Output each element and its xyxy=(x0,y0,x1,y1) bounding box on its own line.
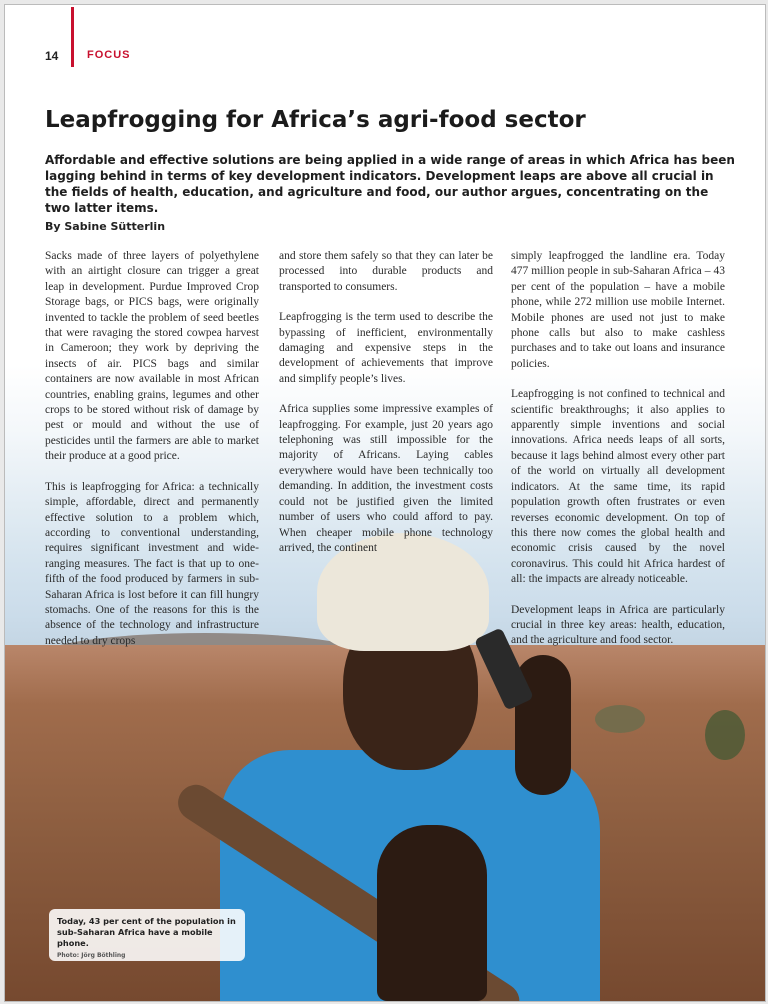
article-title: Leapfrogging for Africa’s agri-food sector xyxy=(45,107,586,133)
photo-caption-box xyxy=(49,909,245,961)
paragraph: This is leapfrogging for Africa: a technically simple, affordable, direct and permanently effective solution to a problem which, according to conventional understanding, requires significant investment and wide-ranging measures. The fact is that up to one-fifth of the food produced by farmers in sub-Saharan Africa is lost before it can fill hungry stomachs. One of the reasons for this is the absence of the technology and infrastructure needed to dry crops xyxy=(45,480,259,647)
paragraph: simply leapfrogged the landline era. Today 477 million people in sub-Saharan Africa – 43 per cent of the population – have a mobile phone, while 272 million use mobile Internet. Mobile phones are used not just to make phone calls but also to make cashless purchases and to take out loans and insurance policies. xyxy=(511,250,725,370)
paragraph: and store them safely so that they can later be processed into durable products and transported to consumers. xyxy=(279,250,493,293)
hand-on-hoe xyxy=(377,825,487,1001)
article-lead: Affordable and effective solutions are being applied in a wide range of areas in which Africa has been lagging behind in terms of key development indicators. Development leaps are above all crucial in the fields of health, education, and agriculture and food, our author argues, concentrating on the two latter items. xyxy=(45,153,735,215)
byline: By Sabine Sütterlin xyxy=(45,220,166,233)
paragraph: Development leaps in Africa are particularly crucial in three key areas: health, education, and the agriculture and food sector. xyxy=(511,603,725,647)
header-divider xyxy=(71,7,74,67)
photo-credit: Photo: Jörg Böthling xyxy=(57,952,126,959)
bush xyxy=(595,705,645,733)
photo-caption: Today, 43 per cent of the population in sub-Saharan Africa have a mobile phone. xyxy=(57,916,236,948)
tree xyxy=(705,710,745,760)
page-number: 14 xyxy=(45,49,59,63)
magazine-page xyxy=(4,4,766,1002)
paragraph: Leapfrogging is not confined to technical and scientific breakthroughs; it also applies to apparently simple inventions and social innovations. Africa needs leaps of all sorts, because it lags behind almost every other part of the world on virtually all development indicators. At the same time, its rapid population growth often frustrates or even reverses economic development. On top of this there now comes the global health and economic crisis caused by the novel coronavirus. This could hit Africa hardest of all: the impacts are already noticeable. xyxy=(511,388,725,586)
text-column-2 xyxy=(279,249,493,571)
text-column-1 xyxy=(45,249,259,664)
paragraph: Sacks made of three layers of polyethylene with an airtight closure can trigger a great leap in development. Purdue Improved Crop Storage bags, or PICS bags, were originally invented to tackle the problem of seed beetles that were ravaging the stored cowpea harvest in Cameroon; they work by depriving the insects of air. PICS bags and similar containers are now available in most African countries, enabling grains, legumes and other crops to be stored without risk of damage by pest or mould and without the use of pesticides until the farmers are able to market their produce at a good price. xyxy=(45,250,259,463)
text-column-3 xyxy=(511,249,725,664)
paragraph: Africa supplies some impressive examples of leapfrogging. For example, just 20 years ago telephoning was still impossible for the majority of Africans. Laying cables everywhere would have been technically too demanding. In addition, the investment costs could not be justified given the limited number of users who could afford to pay. When cheaper mobile phone technology arrived, the continent xyxy=(279,403,493,554)
paragraph: Leapfrogging is the term used to describe the bypassing of inefficient, environmentally damaging and expensive steps in the development of achievements that improve and simplify people’s lives. xyxy=(279,311,493,385)
section-label: FOCUS xyxy=(87,49,131,61)
